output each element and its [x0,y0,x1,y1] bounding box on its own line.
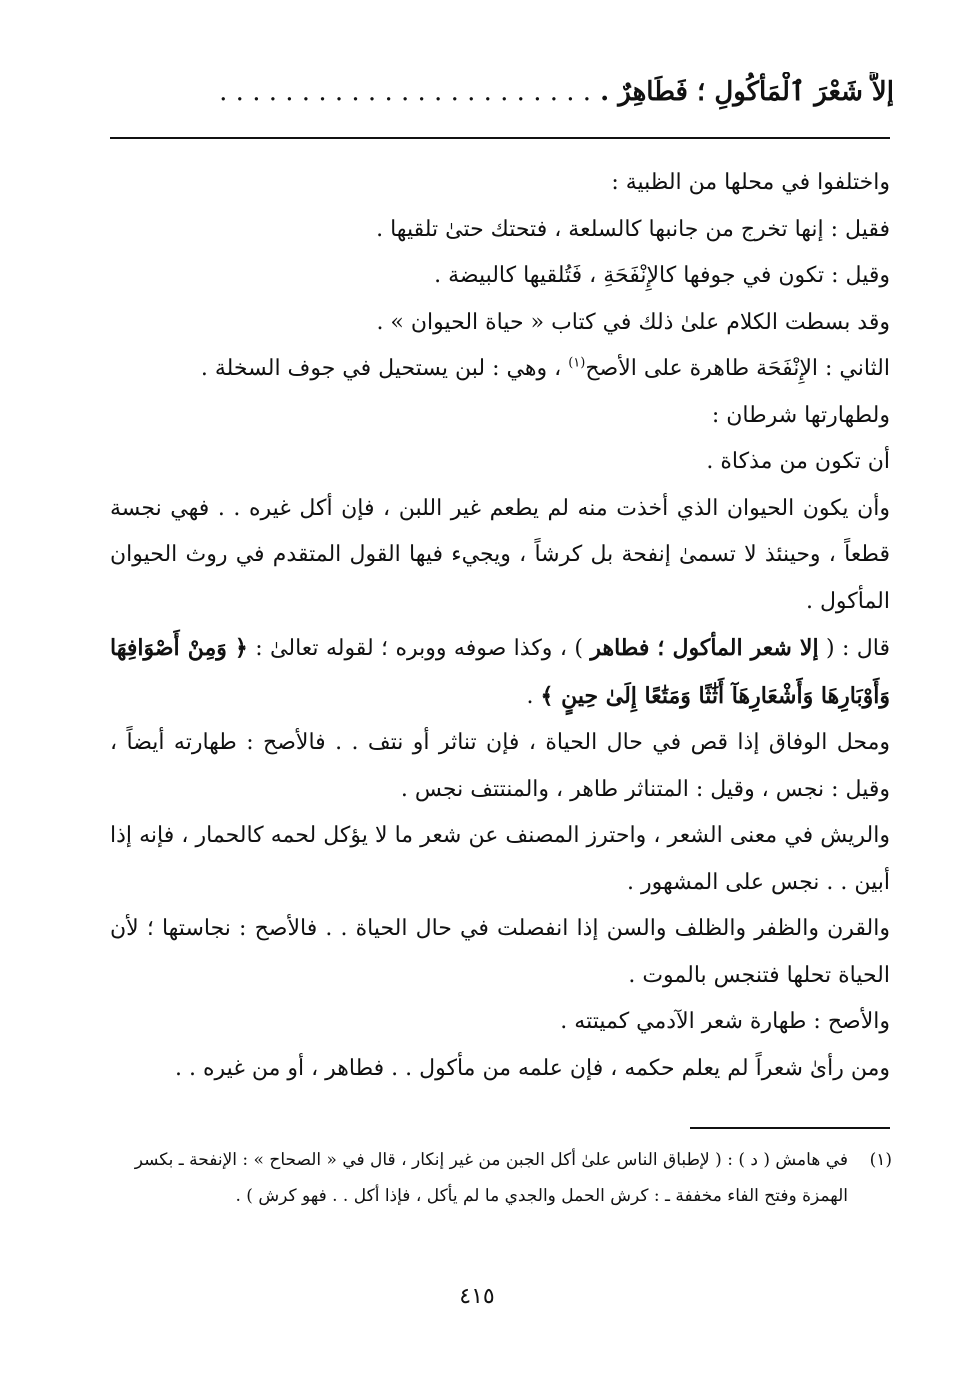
paragraph-text: ) ، وكذا صوفه ووبره ؛ لقوله تعالىٰ : [247,636,591,661]
footnotes [110,1142,892,1214]
paragraph: وقد بسطت الكلام علىٰ ذلك في كتاب « حياة الحيوان » . [376,309,890,335]
paragraph: ومن رأىٰ شعراً لم يعلم حكمه ، فإن علمه من مأكول . . فطاهر ، أو من غيره . . [175,1055,890,1081]
running-header [112,72,894,112]
quran-verse: ﴿ وَمِنْ أَصْوَافِهَا وَأَوْبَارِهَا وَأَشْعَارِهَآ أَثَٰثًا وَمَتَٰعًا إِلَىٰ حِينٍ ﴾ [110,635,890,709]
footnote-reference: (١) [568,355,586,371]
paragraph: واختلفوا في محلها من الظبية : [611,170,890,195]
paragraph [110,625,890,720]
footnote [110,1142,892,1214]
matn-quote: إلا شعر المأكول ؛ فطاهر [590,635,819,661]
footnote-number: (١) [869,1150,892,1170]
main-text [110,160,890,1092]
paragraph: وقيل : تكون في جوفها كالإِنْفَحَةِ ، فَتُلقيها كالبيضة . [434,263,890,288]
footnote-rule [690,1127,890,1129]
paragraph: ولطهارتها شرطان : [711,402,890,428]
footnote-text: في هامش ( د ) : ( لإطباق الناس علىٰ أكل الجبن من غير إنكار ، قال في « الصحاح » : الإنفحة ـ بكسر الهمزة وفتح الفاء مخففة ـ : كرش الحمل والجدي ما لم يأكل ، فإذا أكل . . فهو كرش ) . [134,1150,848,1206]
paragraph: والقرن والظفر والظلف والسن إذا انفصلت في حال الحياة . . فالأصح : نجاستها ؛ لأن الحياة تحلها فتنجس بالموت . [110,916,890,988]
paragraph: فقيل : إنها تخرج من جانبها كالسلعة ، فتحتك حتىٰ تلقيها . [376,216,890,242]
paragraph: والريش في معنى الشعر ، واحترز المصنف عن شعر ما لا يؤكل لحمه كالحمار ، فإنه إذا أبين . . نجس على المشهور . [110,823,890,895]
paragraph: أن تكون من مذكاة . [706,449,890,474]
paragraph-text: . [526,683,541,709]
page-number: ٤١٥ [459,1284,495,1309]
paragraph: وأن يكون الحيوان الذي أخذت منه لم يطعم غير اللبن ، فإن أكل غيره . . فهي نجسة قطعاً ، وحينئذ لا تسمىٰ إنفحة بل كرشاً ، ويجيء فيها القول المتقدم في روث الحيوان المأكول . [110,495,890,614]
paragraph: والأصح : طهارة شعر الآدمي كميتته . [560,1009,890,1034]
paragraph-text: ، وهي : لبن يستحيل في جوف السخلة . [200,356,569,381]
paragraph [110,346,890,393]
header-title: إلاَّ شَعْرَ ٱلْمَأْكُولِ ؛ فَطَاهِرٌ . [600,77,894,107]
paragraph-text: قال : ( [818,636,890,661]
header-rule [110,137,890,139]
header-dots: . . . . . . . . . . . . . . . . . . . . . . . [219,77,592,107]
paragraph: ومحل الوفاق إذا قص في حال الحياة ، فإن تناثر أو نتف . . فالأصح : طهارته أيضاً ، وقيل : نجس ، وقيل : المتناثر طاهر ، والمنتتف نجس . [110,730,890,802]
paragraph-text: الثاني : الإِنْفَحَة طاهرة على الأصح [585,356,890,381]
